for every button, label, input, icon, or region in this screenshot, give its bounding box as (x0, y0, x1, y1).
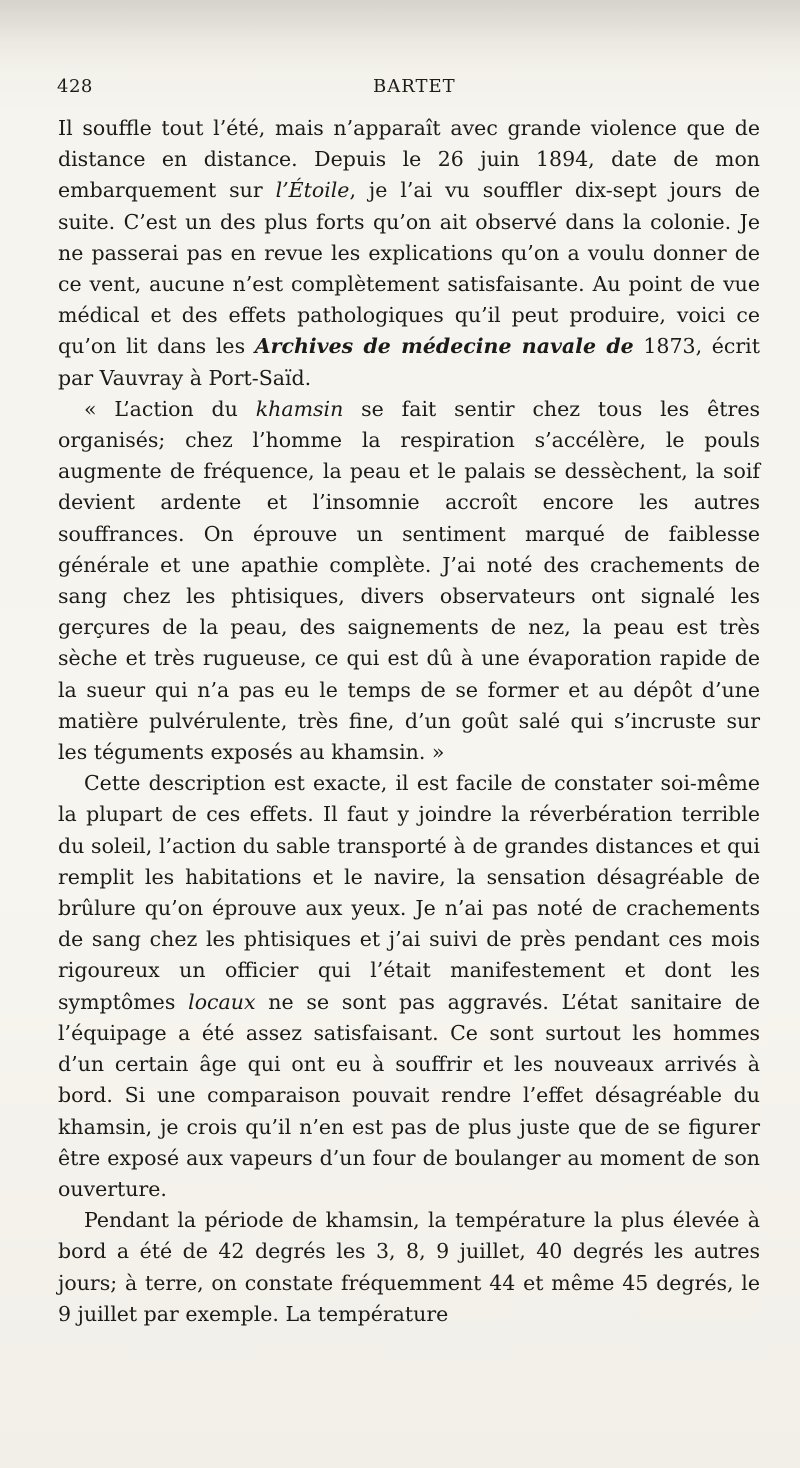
paragraph-1-text-c: 1873, écrit par Vauvray à Port-Saïd. (58, 334, 760, 390)
locaux-term: locaux (188, 989, 256, 1014)
paragraph-2-text-a: « L’action du (84, 396, 256, 421)
page-header (57, 76, 760, 104)
paragraph-4 (58, 1205, 760, 1330)
page-edge-shadow (0, 0, 800, 70)
journal-title: Archives de médecine navale de (254, 334, 634, 359)
paragraph-3-text-b: ne se sont pas aggravés. L’état sanitaire de l’équipage a été assez satisfaisant. Ce sont surtout les hommes d’un certain âge qui ont eu à souffrir et les nouveaux arrivés à bord. Si une comparaison pouvait rendre l’effet désagréable du khamsin, je crois qu’il n’en est pas de plus juste que de se figurer être exposé aux vapeurs d’un four de boulanger au moment de son ouverture. (58, 989, 760, 1201)
paragraph-1-text-a: Il souffle tout l’été, mais n’apparaît avec grande violence que de distance en distance. Depuis le 26 juin 1894, date de mon embarquement sur (58, 116, 760, 203)
page-number: 428 (57, 76, 93, 97)
running-head: BARTET (373, 76, 456, 97)
paragraph-2-quote (58, 394, 760, 768)
paragraph-3-text-a: Cette description est exacte, il est facile de constater soi-même la plupart de ces effets. Il faut y joindre la réverbération terrible du soleil, l’action du sable transporté à de grandes distances et qui remplit les habitations et le navire, la sensation désagréable de brûlure qu’on éprouve aux yeux. Je n’ai pas noté de crachements de sang chez les phtisiques et j’ai suivi de près pendant ces mois rigoureux un officier qui l’était manifestement et dont les symptômes (58, 771, 760, 1014)
khamsin-term: khamsin (255, 396, 344, 421)
paragraph-4-text: Pendant la période de khamsin, la température la plus élevée à bord a été de 42 degrés les 3, 8, 9 juillet, 40 degrés les autres jours; à terre, on constate fréquemment 44 et même 45 degrés, le 9 juillet par exemple. La température (58, 1208, 760, 1326)
paragraph-2-text-b: se fait sentir chez tous les êtres organisés; chez l’homme la respiration s’accélère, le pouls augmente de fréquence, la peau et le palais se dessèchent, la soif devient ardente et l’insomnie accroît encore les autres souffrances. On éprouve un sentiment marqué de faiblesse générale et une apathie complète. J’ai noté des crachements de sang chez les phtisiques, divers observateurs ont signalé les gerçures de la peau, des saignements de nez, la peau est très sèche et très rugueuse, ce qui est dû à une évaporation rapide de la sueur qui n’a pas eu le temps de se former et au dépôt d’une matière pulvérulente, très fine, d’un goût salé qui s’incruste sur les téguments exposés au khamsin. » (58, 396, 760, 765)
paragraph-3 (58, 768, 760, 1205)
ship-name: l’Étoile (275, 178, 350, 203)
body-text (58, 113, 760, 1330)
paragraph-1 (58, 113, 760, 394)
paragraph-1-text-b: , je l’ai vu souffler dix-sept jours de suite. C’est un des plus forts qu’on ait observé dans la colonie. Je ne passerai pas en revue les explications qu’on a voulu donner de ce vent, aucune n’est complètement satisfaisante. Au point de vue médical et des effets pathologiques qu’il peut produire, voici ce qu’on lit dans les (58, 178, 761, 359)
